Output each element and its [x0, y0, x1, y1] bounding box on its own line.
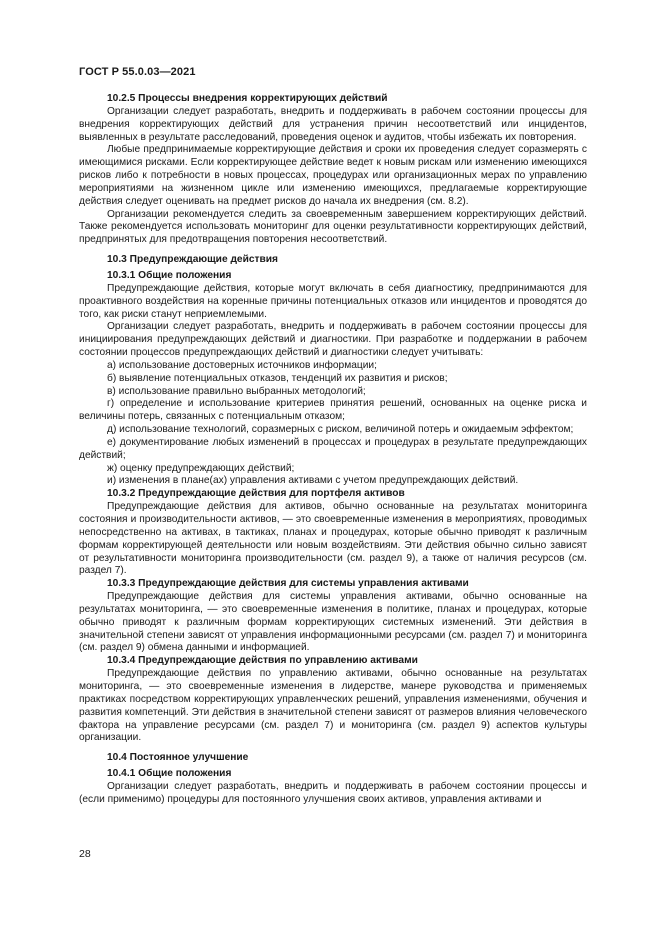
section-heading: 10.4.1 Общие положения — [107, 768, 232, 780]
body-paragraph: Организации следует разработать, внедрить и поддерживать в рабочем состоянии процессы и (если применимо) процедуры для постоянного улучшения своих активов, управления активами и — [79, 780, 587, 805]
body-paragraph: Предупреждающие действия по управлению активами, обычно основанные на результатах мониторинга, — это своевременные изменения в лидерстве, манере руководства и применяемых практиках посредством корректирующих управленческих решений, управления изменениями, обучения и развития компетенций. Эти действия в значительной степени зависят от размеров влияния человеческого фактора на управление ресурсами (см. раздел 7) и мониторинга (см. раздел 9) аспектов культуры организации. — [79, 668, 587, 744]
body-paragraph: д) использование технологий, соразмерных с риском, величиной потерь и ожидаемым эффектом; — [107, 424, 574, 436]
section-heading: 10.4 Постоянное улучшение — [107, 752, 249, 764]
section-heading: 10.3.3 Предупреждающие действия для системы управления активами — [107, 578, 469, 590]
body-paragraph: Организации следует разработать, внедрить и поддерживать в рабочем состоянии процессы для внедрения корректирующих действий для устранения причин несоответствий или инцидентов, выявленных в результате расследований, проведения оценок и аудитов, чтобы избежать их повторения. — [79, 105, 587, 143]
body-paragraph: Предупреждающие действия для активов, обычно основанные на результатах мониторинга состояния и производительности активов, — это своевременные изменения в мероприятиях, проводимых непосредственно на активах, в тактиках, планах и процедурах, которые обычно приводят к различным формам корректирующей деятельности или новым воздействиям. Эти действия обычно сильно зависят от результативности мониторинга производительности (см. раздел 9), а также от наличия ресурсов (см. раздел 7). — [79, 501, 587, 577]
section-heading: 10.3 Предупреждающие действия — [107, 254, 278, 266]
body-paragraph: а) использование достоверных источников информации; — [107, 359, 377, 371]
document-body — [79, 93, 587, 807]
body-paragraph: и) изменения в плане(ах) управления активами с учетом предупреждающих действий. — [107, 475, 519, 487]
section-heading: 10.3.1 Общие положения — [107, 269, 232, 281]
body-paragraph: е) документирование любых изменений в процессах и процедурах в результате предупреждающих действий; — [79, 436, 587, 461]
document-header: ГОСТ Р 55.0.03—2021 — [79, 66, 196, 78]
page-number: 28 — [79, 848, 91, 860]
body-paragraph: Организации следует разработать, внедрить и поддерживать в рабочем состоянии процессы для инициирования предупреждающих действий и диагностики. При разработке и поддержании в рабочем состоянии процессов предупреждающих действий и диагностики следует учитывать: — [79, 321, 587, 359]
section-heading: 10.3.2 Предупреждающие действия для портфеля активов — [107, 488, 405, 500]
body-paragraph: в) использование правильно выбранных методологий; — [107, 385, 366, 397]
body-paragraph: Организации рекомендуется следить за своевременным завершением корректирующих действий. Также рекомендуется использовать мониторинг для оценки результативности корректирующих действий, предпринятых для предотвращения повторения несоответствий. — [79, 208, 587, 246]
section-heading: 10.2.5 Процессы внедрения корректирующих действий — [107, 93, 388, 104]
body-paragraph: Любые предпринимаемые корректирующие действия и сроки их проведения следует соразмерять с имеющимися рисками. Если корректирующее действие ведет к новым рискам или изменению имеющихся рисков либо к потребности в новых процессах, процедурах или организационных мерах по управлению мероприятиями на жизненном цикле или изменению имеющихся, предлагаемые корректирующие действия следует оценивать на предмет рисков до начала их внедрения (см. 8.2). — [79, 144, 587, 207]
body-paragraph: ж) оценку предупреждающих действий; — [107, 462, 295, 474]
body-paragraph: Предупреждающие действия для системы управления активами, обычно основанные на результатах мониторинга, — это своевременные изменения в политике, планах и процедурах, которые обычно приводят к различным формам корректирующих системных изменений. Эти действия в значительной степени зависят от управления информационными ресурсами (см. раздел 7) и мониторинга (см. раздел 9) обмена данными и информацией. — [79, 591, 587, 654]
body-paragraph: Предупреждающие действия, которые могут включать в себя диагностику, предпринимаются для проактивного воздействия на коренные причины потенциальных отказов или инцидентов и проводятся до того, как риски станут неприемлемыми. — [79, 282, 587, 320]
body-paragraph: б) выявление потенциальных отказов, тенденций их развития и рисков; — [107, 372, 448, 384]
body-paragraph: г) определение и использование критериев принятия решений, основанных на оценке риска и величины потерь, связанных с потенциальным отказом; — [79, 398, 587, 423]
section-heading: 10.3.4 Предупреждающие действия по управлению активами — [107, 655, 418, 667]
